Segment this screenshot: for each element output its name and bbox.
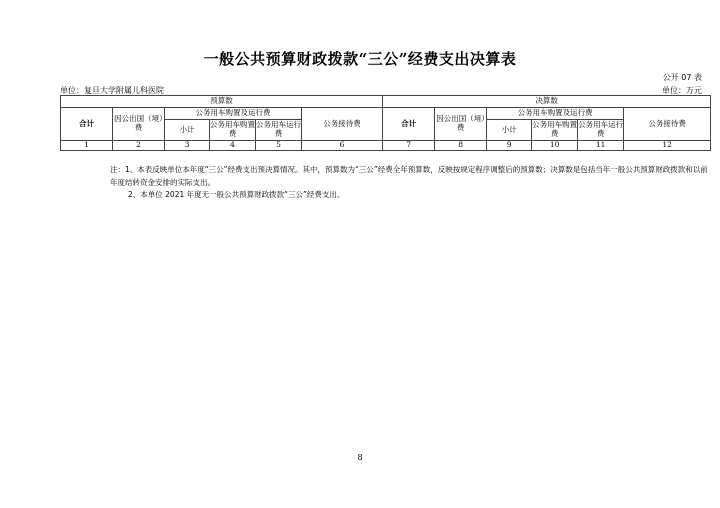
organization-unit: 单位：复旦大学附属儿科医院 <box>60 86 164 95</box>
note-1: 注：1、本表反映单位本年度“三公”经费支出预决算情况。其中，预算数为“三公”经费全年预算数，反映按规定程序调整后的预算数；决算数是包括当年一般公共预算财政拨款和以前年度结转资金安排的实际支出。 <box>110 165 708 187</box>
column-number: 4 <box>210 141 256 151</box>
column-number: 1 <box>61 141 113 151</box>
column-number: 12 <box>624 141 711 151</box>
column-number: 2 <box>113 141 165 151</box>
final-total-header: 合计 <box>383 108 435 141</box>
final-abroad-header: 因公出国（境）费 <box>435 108 487 141</box>
budget-reception-header: 公务接待费 <box>302 108 383 141</box>
final-subtotal-header: 小计 <box>487 120 532 141</box>
budget-group-header: 预算数 <box>61 96 383 108</box>
column-number: 10 <box>532 141 578 151</box>
currency-unit: 单位：万元 <box>662 86 702 95</box>
column-number: 3 <box>165 141 210 151</box>
budget-abroad-header: 因公出国（境）费 <box>113 108 165 141</box>
budget-total-header: 合计 <box>61 108 113 141</box>
note-2: 2、本单位 2021 年度无一般公共预算财政拨款“三公”经费支出。 <box>128 190 345 199</box>
column-number: 8 <box>435 141 487 151</box>
budget-purchase-header: 公务用车购置费 <box>210 120 256 141</box>
column-number: 6 <box>302 141 383 151</box>
final-operation-header: 公务用车运行费 <box>578 120 624 141</box>
form-number: 公开 07 表 <box>662 73 702 82</box>
page-number: 8 <box>357 453 363 462</box>
final-purchase-header: 公务用车购置费 <box>532 120 578 141</box>
column-number: 7 <box>383 141 435 151</box>
budget-subtotal-header: 小计 <box>165 120 210 141</box>
final-reception-header: 公务接待费 <box>624 108 711 141</box>
budget-vehicle-group-header: 公务用车购置及运行费 <box>165 108 302 120</box>
column-number: 11 <box>578 141 624 151</box>
column-number: 9 <box>487 141 532 151</box>
budget-operation-header: 公务用车运行费 <box>256 120 302 141</box>
column-number: 5 <box>256 141 302 151</box>
three-public-expense-table <box>60 95 711 151</box>
final-group-header: 决算数 <box>383 96 711 108</box>
page-title: 一般公共预算财政拨款“三公”经费支出决算表 <box>203 50 517 68</box>
final-vehicle-group-header: 公务用车购置及运行费 <box>487 108 624 120</box>
